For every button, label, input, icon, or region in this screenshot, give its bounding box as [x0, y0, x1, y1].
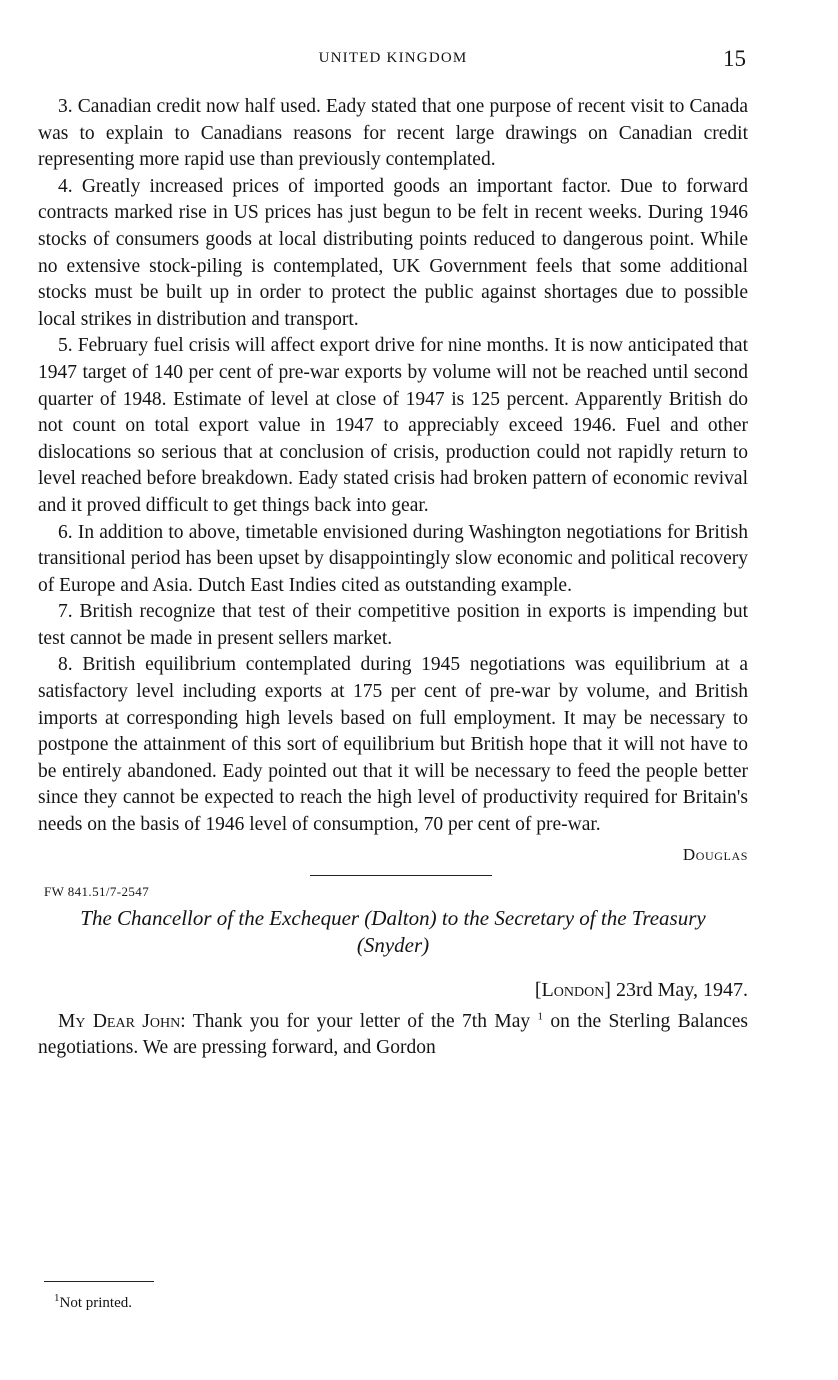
- footnote-rule: [44, 1281, 154, 1282]
- paragraph-3: 3. Canadian credit now half used. Eady stated that one purpose of recent visit to Canada was to explain to Canadians reasons for recent large drawings on Canadian credit representing more rapid use than previously contemplated.: [38, 96, 748, 171]
- document-separator: [38, 873, 748, 903]
- footnote-marker: 1: [54, 1292, 60, 1304]
- signature: Douglas: [682, 844, 748, 864]
- paragraph-5: 5. February fuel crisis will affect export drive for nine months. It is now anticipated that 1947 target of 140 per cent of pre-war exports by volume will not be reached until second quarter of 1948. Estimate of level at close of 1947 is 125 percent. Apparently British do not count on total export value in 1947 to appreciably exceed 1946. Fuel and other dislocations so serious that at conclusion of crisis, production could not rapidly return to level reached before breakdown. Eady stated crisis had broken pattern of economic revival and it proved difficult to get things back into gear.: [38, 335, 748, 516]
- footnote: [54, 1292, 132, 1312]
- running-head: UNITED KINGDOM: [318, 50, 468, 66]
- body-text: [38, 94, 748, 1062]
- paragraph-4: 4. Greatly increased prices of imported goods an important factor. Due to forward contracts marked rise in US prices has just begun to be felt in recent weeks. During 1946 stocks of consumers goods at local distributing points reduced to dangerous point. While no extensive stock-piling is contemplated, UK Government feels that some additional stocks must be built up in order to protect the public against shortages due to possible local strikes in distribution and transport.: [38, 175, 748, 330]
- paragraph-6: 6. In addition to above, timetable envisioned during Washington negotiations for British transitional period has been upset by disappointingly slow economic and political recovery of Europe and Asia. Dutch East Indies cited as outstanding example.: [38, 521, 748, 596]
- salutation: My Dear John:: [58, 1010, 186, 1032]
- paragraph-7: 7. British recognize that test of their competitive position in exports is impending but test cannot be made in present sellers market.: [38, 601, 748, 649]
- letter-text-before-note: Thank you for your letter of the 7th May: [192, 1010, 531, 1032]
- letter-opening: [38, 1009, 748, 1062]
- page-header: [38, 48, 748, 72]
- dateline-place: [London]: [534, 978, 611, 1001]
- footnote-reference: 1: [537, 1010, 543, 1023]
- dateline-date: 23rd May, 1947.: [615, 978, 748, 1001]
- file-number: FW 841.51/7-2547: [44, 883, 150, 899]
- paragraph-8: 8. British equilibrium contemplated during 1945 negotiations was equilibrium at a satisfactory level including exports at 175 per cent of pre-war by volume, and British imports at corresponding high levels based on full employment. It may be necessary to postpone the attainment of this sort of equilibrium but British hope that it will not have to be entirely abandoned. Eady pointed out that it will be necessary to feed the people better since they cannot be expected to reach the high level of productivity required for Britain's needs on the basis of 1946 level of consumption, 70 per cent of pre-war.: [38, 654, 748, 836]
- document-page: [38, 0, 748, 1380]
- separator-rule: [310, 875, 492, 876]
- document-title: The Chancellor of the Exchequer (Dalton) to the Secretary of the Treasury (Snyder): [80, 905, 706, 957]
- letter-text-after-note: on the Sterling Balances negotiations. We are pressing forward, and Gordon: [38, 1010, 749, 1059]
- page-number: 15: [723, 46, 746, 71]
- dateline: [38, 975, 748, 1005]
- footnote-text: Not printed.: [59, 1295, 132, 1311]
